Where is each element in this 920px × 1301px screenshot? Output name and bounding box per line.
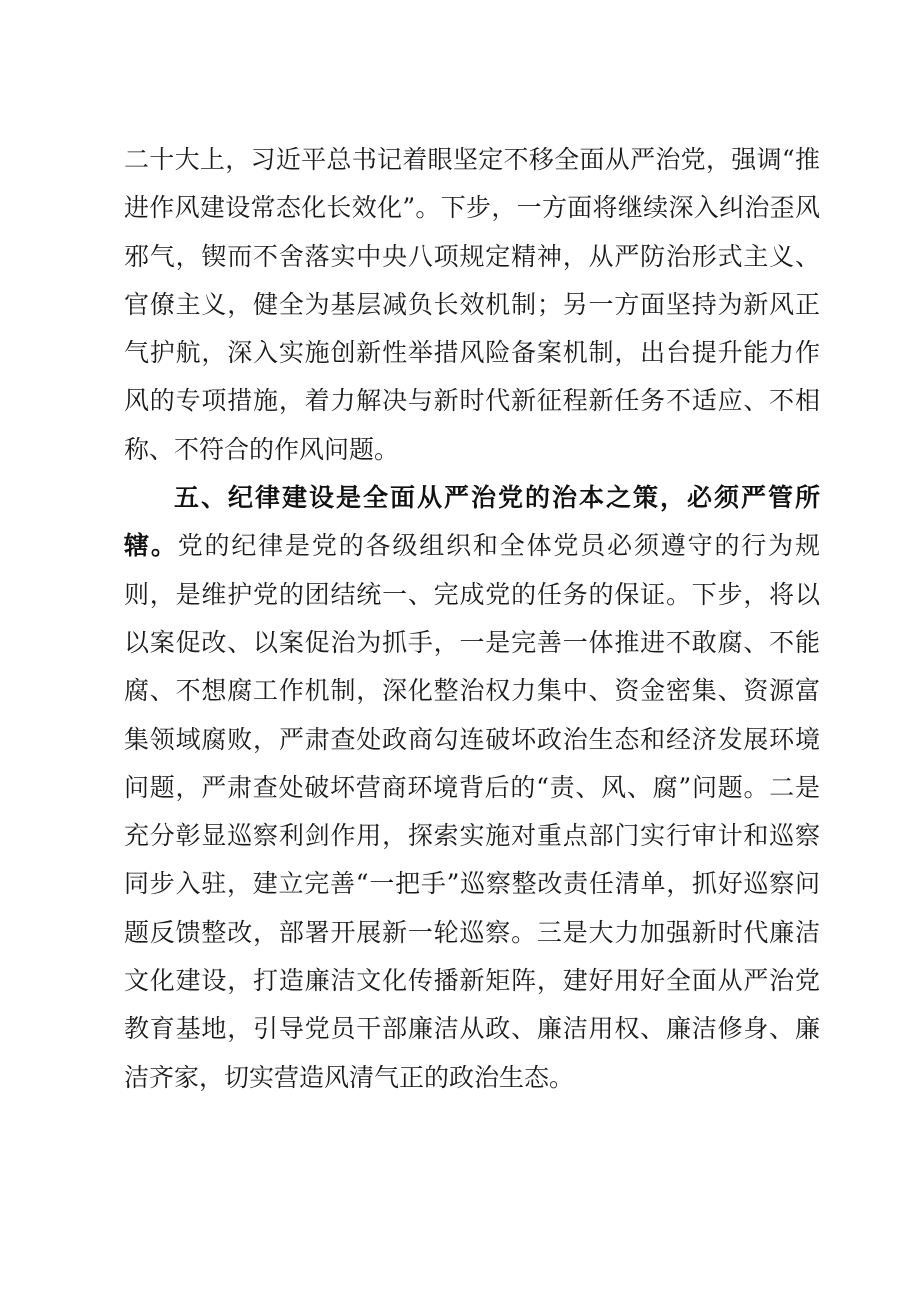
paragraph-text: 党的纪律是党的各级组织和全体党员必须遵守的行为规则，是维护党的团结统一、完成党的任务的保证。下步，将以以案促改、以案促治为抓手，一是完善一体推进不敢腐、不能腐、不想腐工作机制，深化整治权力集中、资金密集、资源富集领域腐败，严肃查处政商勾连破坏政治生态和经济发展环境问题，严肃查处破坏营商环境背后的“责、风、腐”问题。二是充分彰显巡察利剑作用，探索实施对重点部门实行审计和巡察同步入驻，建立完善“一把手”巡察整改责任清单，抓好巡察问题反馈整改，部署开展新一轮巡察。三是大力加强新时代廉洁文化建设，打造廉洁文化传播新矩阵，建好用好全面从严治党教育基地，引导党员干部廉洁从政、廉洁用权、廉洁修身、廉洁齐家，切实营造风清气正的政治生态。 [124,531,820,1092]
paragraph-text: 二十大上，习近平总书记着眼坚定不移全面从严治党，强调“推进作风建设常态化长效化”。下步，一方面将继续深入纠治歪风邪气，锲而不舍落实中央八项规定精神，从严防治形式主义、官僚主义，健全为基层减负长效机制；另一方面坚持为新风正气护航，深入实施创新性举措风险备案机制，出台提升能力作风的专项措施，着力解决与新时代新征程新任务不适应、不相称、不符合的作风问题。 [124,145,820,464]
paragraph-work-style [124,136,820,474]
document-body [124,136,820,1102]
paragraph-discipline [124,474,820,1102]
section-heading: 五、纪律建设是全面从严治党的治本之策，必须严管所辖。 [124,483,820,561]
